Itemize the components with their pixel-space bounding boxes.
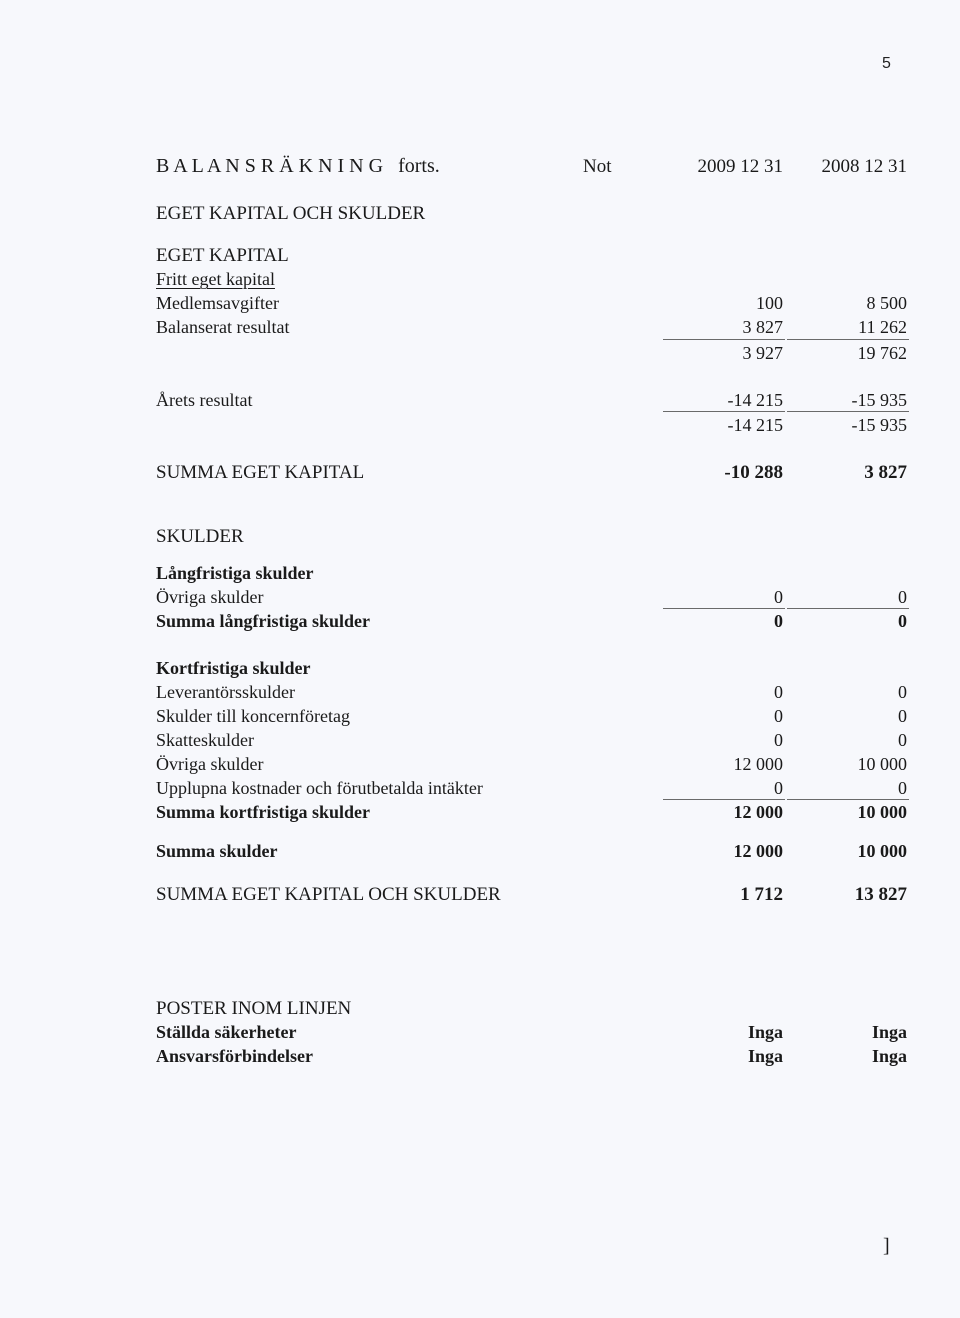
off-balance-heading: POSTER INOM LINJEN (156, 998, 352, 1019)
sum-line (663, 339, 785, 340)
debts-heading: SKULDER (156, 526, 244, 547)
row-value-2009: 0 (774, 778, 783, 798)
row-value-2009: -14 215 (727, 390, 783, 410)
debts-total-label: Summa skulder (156, 841, 278, 861)
free-equity-heading: Fritt eget kapital (156, 269, 275, 289)
report-title (156, 156, 440, 176)
row-value-2008: 0 (898, 587, 907, 607)
column-header-2008: 2008 12 31 (821, 156, 907, 177)
sum-line (663, 608, 785, 609)
row-label-ovriga-skulder: Övriga skulder (156, 754, 264, 774)
debts-total-2009: 12 000 (733, 841, 783, 861)
sum-line (787, 339, 909, 340)
equity-total-label: SUMMA EGET KAPITAL (156, 462, 365, 483)
row-label-koncernforetag: Skulder till koncernföretag (156, 706, 350, 726)
long-term-heading: Långfristiga skulder (156, 563, 314, 583)
grand-total-2009: 1 712 (740, 884, 783, 905)
debts-total-2008: 10 000 (857, 841, 907, 861)
column-header-2009: 2009 12 31 (697, 156, 783, 177)
long-term-total-2009: 0 (774, 611, 783, 631)
long-term-total-label: Summa långfristiga skulder (156, 611, 371, 631)
page-number: 5 (882, 55, 891, 72)
subtotal-value-2009: 3 927 (742, 343, 783, 363)
row-value-2009: 0 (774, 587, 783, 607)
grand-total-label: SUMMA EGET KAPITAL OCH SKULDER (156, 884, 501, 905)
row-label-medlemsavgifter: Medlemsavgifter (156, 293, 279, 313)
sum-line (787, 608, 909, 609)
row-value-2008: 0 (898, 730, 907, 750)
row-value-2009: 0 (774, 730, 783, 750)
equity-heading: EGET KAPITAL (156, 245, 289, 266)
row-value-2008: 11 262 (858, 317, 907, 337)
short-term-total-2008: 10 000 (857, 802, 907, 822)
row-value-2009: 0 (774, 682, 783, 702)
report-title-suffix: forts. (398, 155, 440, 177)
row-value-2008: Inga (871, 1046, 907, 1066)
row-value-2009: Inga (747, 1046, 783, 1066)
row-value-2008: 10 000 (857, 754, 907, 774)
corner-mark: ] (883, 1235, 890, 1257)
sum-line (663, 799, 785, 800)
long-term-total-2008: 0 (898, 611, 907, 631)
row-label-leverantorsskulder: Leverantörsskulder (156, 682, 295, 702)
equity-total-2009: -10 288 (724, 462, 783, 483)
result-subtotal-2009: -14 215 (727, 415, 783, 435)
row-value-2008: 0 (898, 706, 907, 726)
row-value-2008: 0 (898, 778, 907, 798)
row-value-2008: 8 500 (866, 293, 907, 313)
result-subtotal-2008: -15 935 (851, 415, 907, 435)
row-value-2009: 100 (756, 293, 783, 313)
sum-line (787, 799, 909, 800)
short-term-heading: Kortfristiga skulder (156, 658, 311, 678)
row-value-2009: 12 000 (733, 754, 783, 774)
subtotal-value-2008: 19 762 (857, 343, 907, 363)
sum-line (787, 411, 909, 412)
row-value-2008: Inga (871, 1022, 907, 1042)
row-value-2009: Inga (747, 1022, 783, 1042)
row-value-2009: 3 827 (742, 317, 783, 337)
row-label-balanserat-resultat: Balanserat resultat (156, 317, 290, 337)
row-label-upplupna-kostnader: Upplupna kostnader och förutbetalda intäkter (156, 778, 483, 798)
grand-total-2008: 13 827 (854, 884, 907, 905)
row-label-skatteskulder: Skatteskulder (156, 730, 254, 750)
row-label-ansvarsforbindelser: Ansvarsförbindelser (156, 1046, 313, 1066)
row-label-ovriga-skulder: Övriga skulder (156, 587, 264, 607)
equity-total-2008: 3 827 (864, 462, 907, 483)
section-title: EGET KAPITAL OCH SKULDER (156, 203, 426, 224)
row-label-arets-resultat: Årets resultat (156, 390, 253, 410)
row-value-2008: 0 (898, 682, 907, 702)
sum-line (663, 411, 785, 412)
short-term-total-2009: 12 000 (733, 802, 783, 822)
row-label-stallda-sakerheter: Ställda säkerheter (156, 1022, 297, 1042)
short-term-total-label: Summa kortfristiga skulder (156, 802, 371, 822)
report-title-main: B A L A N S R Ä K N I N G (156, 155, 384, 177)
note-column-header: Not (583, 156, 612, 177)
row-value-2008: -15 935 (851, 390, 907, 410)
row-value-2009: 0 (774, 706, 783, 726)
